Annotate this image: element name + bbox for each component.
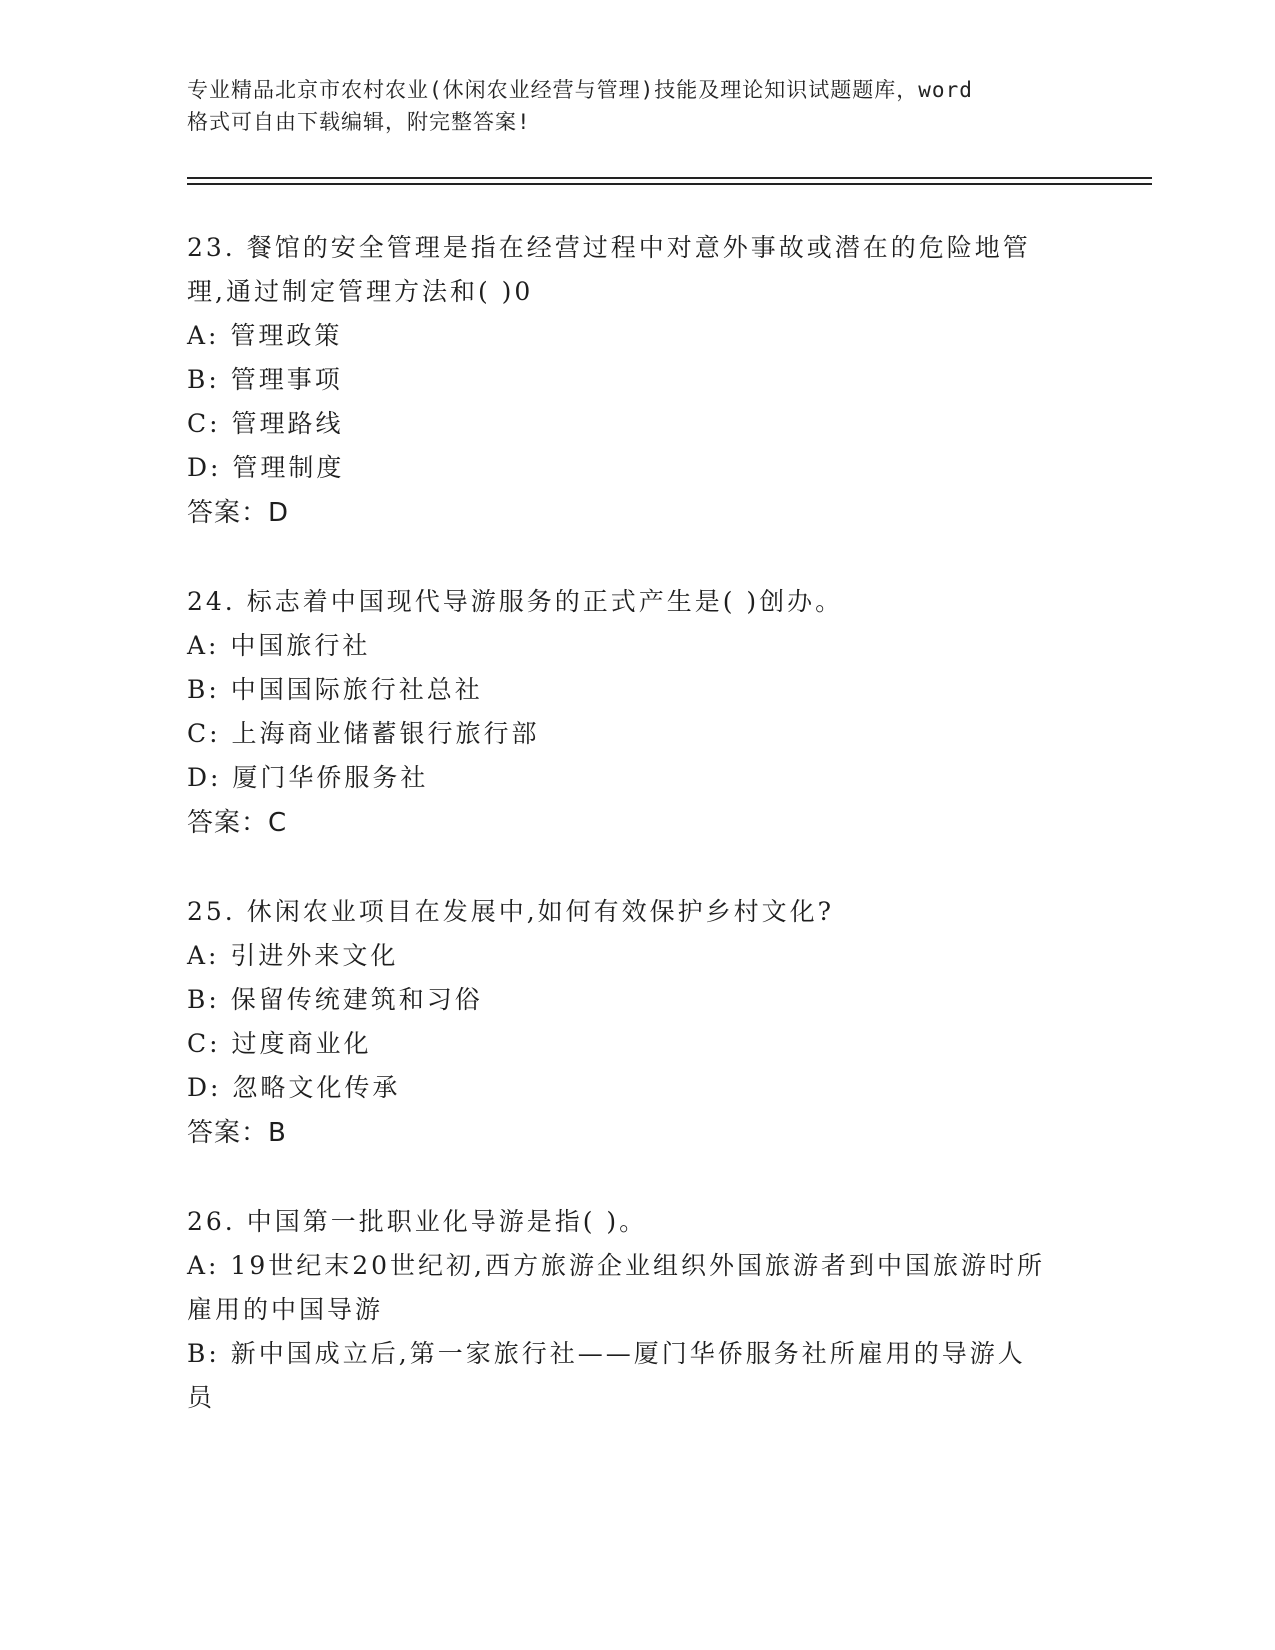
question-24-option-a: A: 中国旅行社 [187, 631, 371, 660]
question-24-answer: 答案：C [187, 808, 288, 838]
document-header [187, 74, 1067, 138]
header-line: 专业精品北京市农村农业(休闲农业经营与管理)技能及理论知识试题题库，word [187, 78, 973, 102]
question-25-answer: 答案：B [187, 1118, 287, 1148]
question-24-option-b: B: 中国国际旅行社总社 [187, 675, 483, 704]
question-24-option-c: C: 上海商业储蓄银行旅行部 [187, 719, 540, 748]
question-23-option-c: C: 管理路线 [187, 409, 344, 438]
question-23-stem: 23. 餐馆的安全管理是指在经营过程中对意外事故或潜在的危险地管 [187, 233, 1031, 262]
question-26-option-b: B: 新中国成立后,第一家旅行社——厦门华侨服务社所雇用的导游人 [187, 1339, 1026, 1368]
header-divider [187, 177, 1152, 179]
question-25-option-b: B: 保留传统建筑和习俗 [187, 985, 483, 1014]
question-25-stem: 25. 休闲农业项目在发展中,如何有效保护乡村文化? [187, 897, 835, 926]
question-24-option-d: D: 厦门华侨服务社 [187, 763, 429, 792]
question-23-answer: 答案：D [187, 498, 290, 528]
question-24-stem: 24. 标志着中国现代导游服务的正式产生是( )创办。 [187, 587, 844, 616]
question-25-option-d: D: 忽略文化传承 [187, 1073, 401, 1102]
question-26-option-b-cont: 员 [187, 1383, 216, 1412]
question-25-option-c: C: 过度商业化 [187, 1029, 372, 1058]
question-23-option-a: A: 管理政策 [187, 321, 343, 350]
question-25-option-a: A: 引进外来文化 [187, 941, 399, 970]
question-26-option-a-cont: 雇用的中国导游 [187, 1295, 384, 1324]
question-26-option-a: A: 19世纪末20世纪初,西方旅游企业组织外国旅游者到中国旅游时所 [187, 1251, 1045, 1280]
question-26-stem: 26. 中国第一批职业化导游是指( )。 [187, 1207, 648, 1236]
header-divider [187, 183, 1152, 185]
question-23-stem: 理,通过制定管理方法和( )0 [187, 277, 534, 306]
question-23-option-d: D: 管理制度 [187, 453, 345, 482]
question-23-option-b: B: 管理事项 [187, 365, 343, 394]
header-line: 格式可自由下载编辑，附完整答案! [187, 110, 531, 134]
